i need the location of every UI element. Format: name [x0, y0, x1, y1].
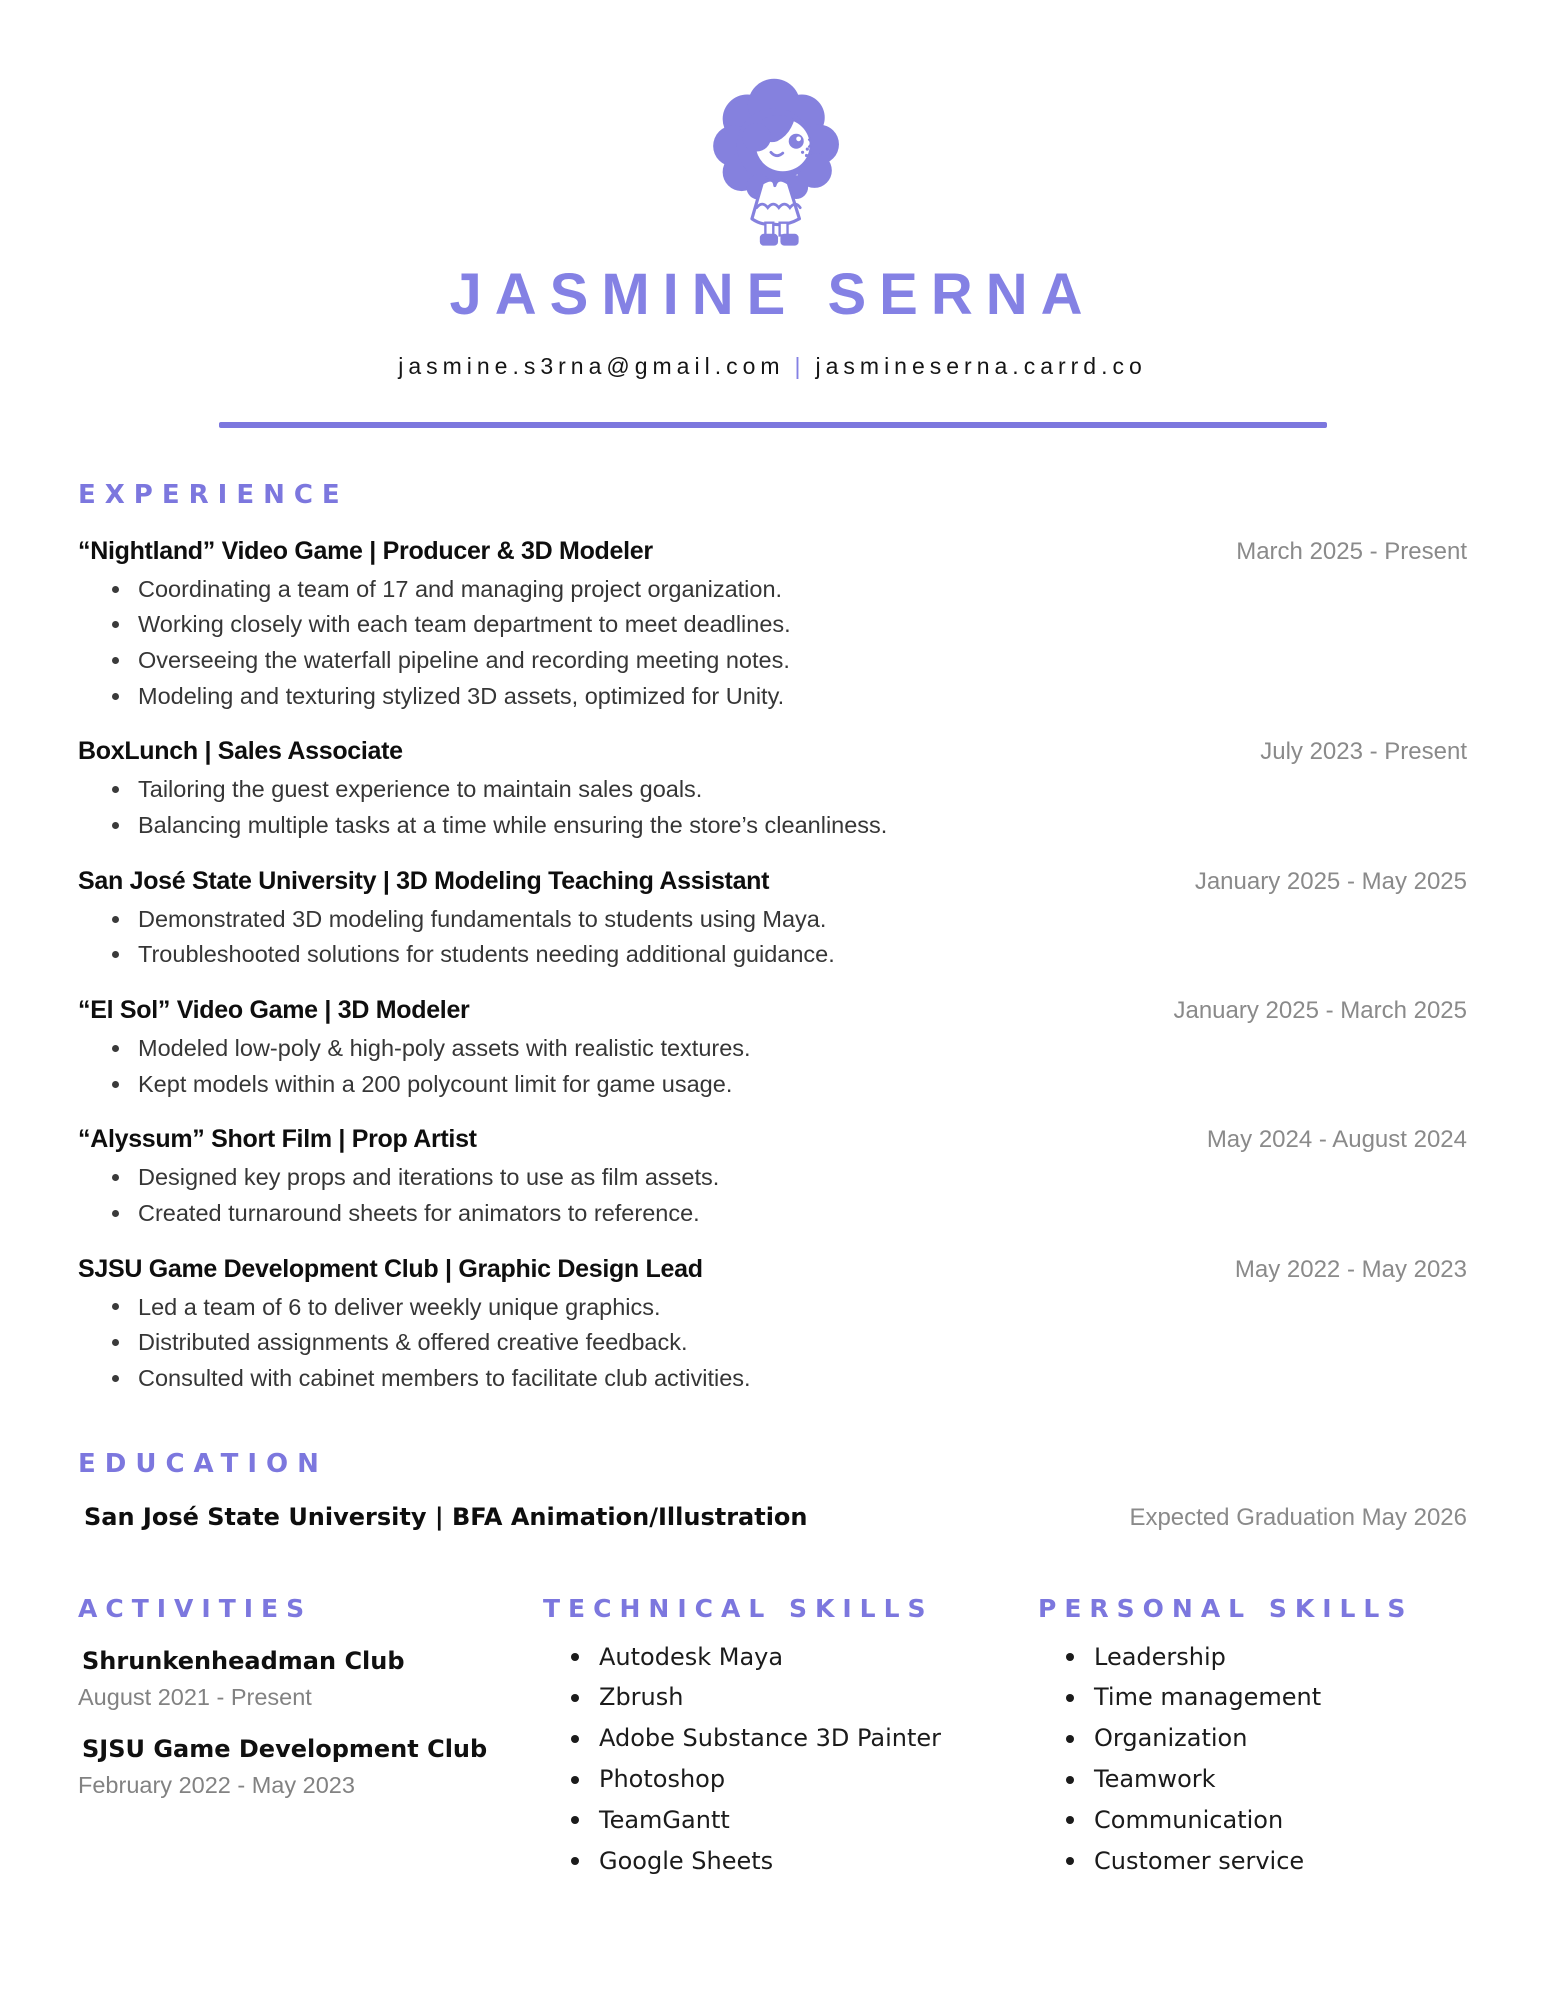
resume-body [0, 480, 1545, 1888]
personal-skill-item: Organization [1094, 1724, 1467, 1753]
personal-skills-list [1038, 1643, 1467, 1876]
experience-job [78, 737, 1467, 839]
avatar-illustration [685, 70, 860, 252]
experience-job [78, 867, 1467, 969]
activity-dates: August 2021 - Present [78, 1683, 312, 1710]
job-bullet-list [78, 905, 1467, 969]
technical-skills-heading: TECHNICAL SKILLS [543, 1593, 934, 1623]
personal-skills-section [1038, 1594, 1467, 1888]
job-title: SJSU Game Development Club | Graphic Design Lead [78, 1254, 703, 1283]
activities-list [78, 1647, 543, 1799]
job-bullet-list [78, 1034, 1467, 1098]
person-name: JASMINE SERNA [449, 262, 1096, 327]
technical-skill-item: Google Sheets [599, 1847, 1038, 1876]
technical-skills-section [543, 1594, 1038, 1888]
experience-job [78, 1255, 1467, 1393]
job-bullet: Troubleshooted solutions for students needing additional guidance. [138, 940, 1467, 969]
personal-skills-heading: PERSONAL SKILLS [1038, 1593, 1414, 1623]
technical-skills-list [543, 1643, 1038, 1876]
job-bullet-list [78, 775, 1467, 839]
technical-skill-item: TeamGantt [599, 1806, 1038, 1835]
job-bullet-list [78, 1163, 1467, 1227]
job-bullet-list [78, 1293, 1467, 1393]
job-title: BoxLunch | Sales Associate [78, 737, 403, 766]
header-divider [219, 422, 1327, 428]
activity-dates: February 2022 - May 2023 [78, 1771, 355, 1798]
job-header-row [78, 867, 1467, 896]
experience-job [78, 996, 1467, 1098]
personal-skill-item: Teamwork [1094, 1765, 1467, 1794]
technical-skill-item: Zbrush [599, 1683, 1038, 1712]
activities-section [78, 1594, 543, 1888]
job-header-row [78, 737, 1467, 766]
bottom-columns [78, 1594, 1467, 1888]
job-bullet: Created turnaround sheets for animators to reference. [138, 1199, 1467, 1228]
personal-skill-item: Customer service [1094, 1847, 1467, 1876]
job-bullet: Overseeing the waterfall pipeline and recording meeting notes. [138, 646, 1467, 675]
job-dates: May 2024 - August 2024 [1206, 1126, 1467, 1154]
experience-job [78, 1125, 1467, 1227]
education-heading: EDUCATION [78, 1448, 328, 1479]
job-bullet: Distributed assignments & offered creative feedback. [138, 1328, 1467, 1357]
avatar [685, 70, 860, 252]
resume-header [0, 0, 1545, 428]
activity-item [78, 1647, 543, 1711]
contact-line [0, 353, 1545, 380]
experience-job-list [78, 537, 1467, 1393]
job-dates: May 2022 - May 2023 [1234, 1255, 1467, 1283]
job-header-row [78, 537, 1467, 566]
personal-skill-item: Time management [1094, 1683, 1467, 1712]
personal-skill-item: Communication [1094, 1806, 1467, 1835]
technical-skill-item: Adobe Substance 3D Painter [599, 1724, 1038, 1753]
job-header-row [78, 1255, 1467, 1284]
job-dates: January 2025 - May 2025 [1194, 867, 1467, 895]
job-header-row [78, 996, 1467, 1025]
job-bullet: Coordinating a team of 17 and managing project organization. [138, 575, 1467, 604]
experience-heading: EXPERIENCE [78, 479, 349, 510]
job-bullet-list [78, 575, 1467, 711]
activity-name: Shrunkenheadman Club [82, 1646, 405, 1675]
job-title: “Alyssum” Short Film | Prop Artist [78, 1125, 477, 1154]
education-dates: Expected Graduation May 2026 [1129, 1503, 1467, 1531]
job-title: “Nightland” Video Game | Producer & 3D Modeler [78, 536, 653, 565]
activities-heading: ACTIVITIES [78, 1593, 313, 1623]
education-row [78, 1503, 1467, 1532]
experience-job [78, 537, 1467, 711]
job-bullet: Balancing multiple tasks at a time while ensuring the store’s cleanliness. [138, 811, 1467, 840]
experience-section [78, 480, 1467, 1393]
technical-skill-item: Autodesk Maya [599, 1643, 1038, 1672]
job-bullet: Modeled low-poly & high-poly assets with realistic textures. [138, 1034, 1467, 1063]
job-title: “El Sol” Video Game | 3D Modeler [78, 996, 470, 1025]
job-bullet: Working closely with each team department to meet deadlines. [138, 610, 1467, 639]
job-bullet: Kept models within a 200 polycount limit for game usage. [138, 1070, 1467, 1099]
activity-name: SJSU Game Development Club [82, 1734, 488, 1763]
education-section [78, 1449, 1467, 1532]
job-bullet: Tailoring the guest experience to maintain sales goals. [138, 775, 1467, 804]
technical-skill-item: Photoshop [599, 1765, 1038, 1794]
job-bullet: Consulted with cabinet members to facilitate club activities. [138, 1364, 1467, 1393]
email-text: jasmine.s3rna@gmail.com [398, 352, 785, 379]
activity-item [78, 1735, 543, 1799]
job-bullet: Led a team of 6 to deliver weekly unique graphics. [138, 1293, 1467, 1322]
job-bullet: Demonstrated 3D modeling fundamentals to students using Maya. [138, 905, 1467, 934]
job-bullet: Modeling and texturing stylized 3D assets, optimized for Unity. [138, 682, 1467, 711]
personal-skill-item: Leadership [1094, 1643, 1467, 1672]
job-title: San José State University | 3D Modeling Teaching Assistant [78, 866, 770, 895]
job-bullet: Designed key props and iterations to use as film assets. [138, 1163, 1467, 1192]
contact-separator: | [794, 352, 806, 379]
education-school: San José State University | BFA Animation/Illustration [84, 1502, 808, 1531]
website-text: jasmineserna.carrd.co [815, 352, 1147, 379]
job-dates: July 2023 - Present [1260, 738, 1467, 766]
job-dates: January 2025 - March 2025 [1173, 997, 1467, 1025]
job-header-row [78, 1125, 1467, 1154]
job-dates: March 2025 - Present [1236, 537, 1467, 565]
